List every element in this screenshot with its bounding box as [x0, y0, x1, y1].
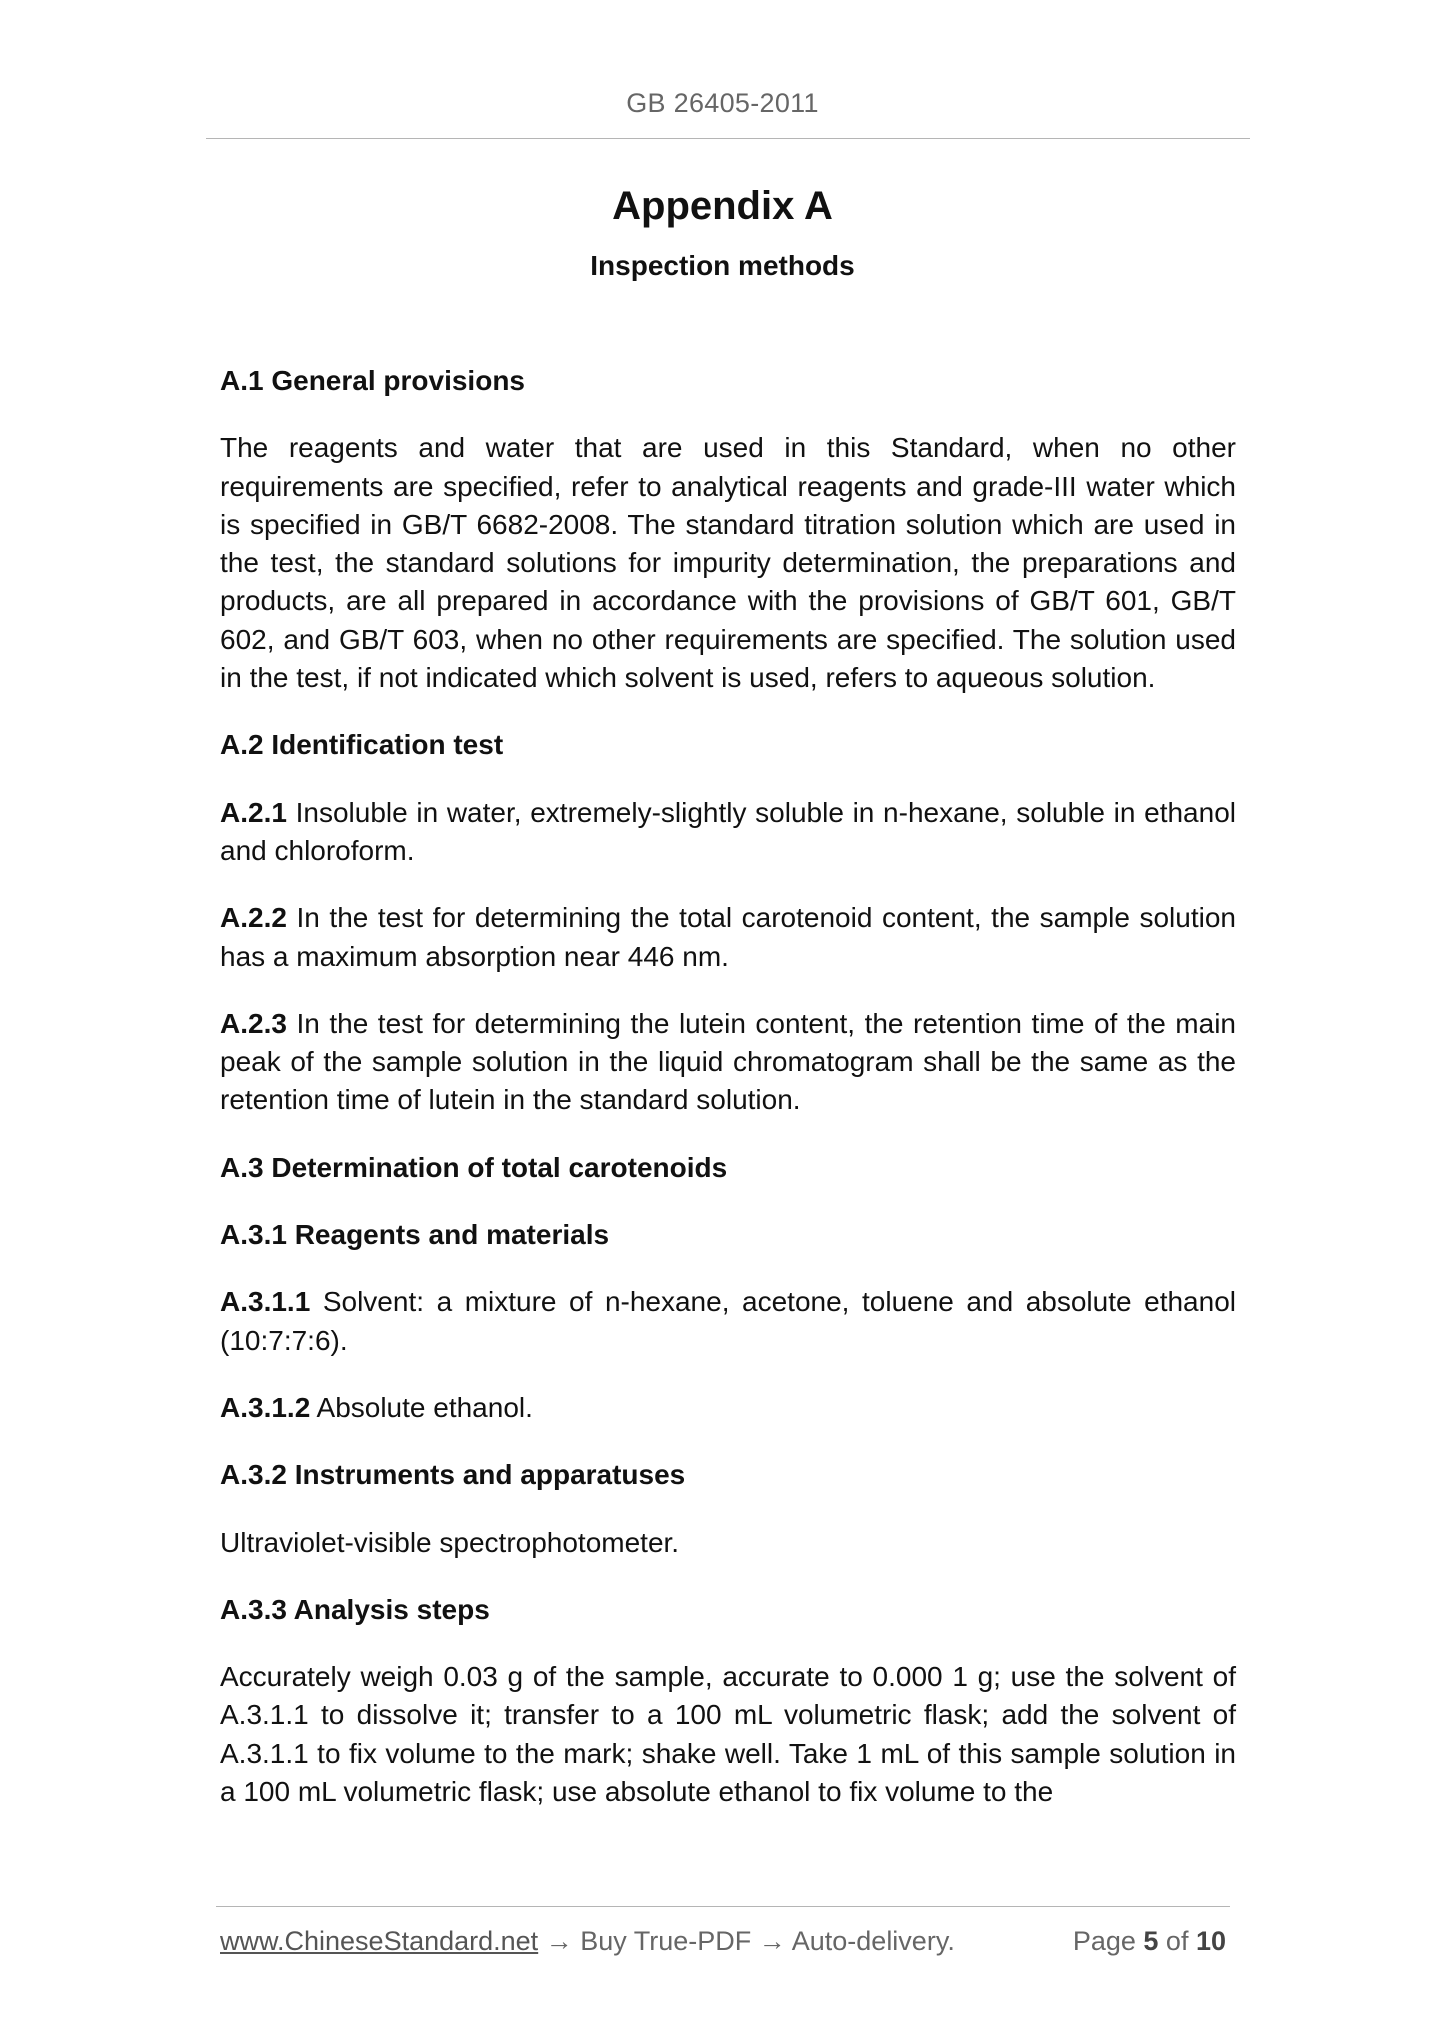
footer-divider — [216, 1906, 1230, 1907]
clause-text: Absolute ethanol. — [310, 1391, 533, 1423]
page-number: Page 5 of 10 — [1072, 1926, 1226, 1956]
page-footer — [220, 1926, 1230, 1964]
section-heading-a1: A.1 General provisions — [220, 365, 525, 396]
section-heading-a31: A.3.1 Reagents and materials — [220, 1219, 610, 1251]
clause-text: Solvent: a mixture of n-hexane, acetone, toluene and absolute ethanol (10:7:7:6). — [220, 1286, 1236, 1356]
clause-text: In the test for determining the total carotenoid content, the sample solution has a maximum absorption near 446 nm. — [220, 902, 1236, 972]
header-divider — [206, 138, 1250, 139]
clause-number: A.3.1.1 — [220, 1286, 311, 1318]
paragraph-a1: The reagents and water that are used in this Standard, when no other requirements are specified, refer to analytical reagents and grade-III water which is specified in GB/T 6682-2008. The standard titration solution which are used in the test, the standard solutions for impurity determination, the preparations and products, are all prepared in accordance with the provisions of GB/T 601, GB/T 602, and GB/T 603, when no other requirements are specified. The solution used in the test, if not indicated which solvent is used, refers to aqueous solution. — [220, 432, 1236, 694]
clause-number: A.2.1 — [220, 796, 287, 828]
clause-text: In the test for determining the lutein content, the retention time of the main peak of the sample solution in the liquid chromatogram shall be the same as the retention time of lutein in the standard solution. — [220, 1007, 1236, 1116]
clause-a312 — [220, 1389, 1236, 1427]
clause-a23 — [220, 1005, 1236, 1120]
document-code-header: GB 26405-2011 — [626, 88, 819, 118]
appendix-title: Appendix A — [612, 184, 833, 228]
appendix-subtitle: Inspection methods — [590, 250, 855, 281]
section-heading-a32: A.3.2 Instruments and apparatuses — [220, 1459, 686, 1491]
total-pages: 10 — [1195, 1926, 1226, 1956]
document-body — [220, 362, 1236, 1811]
section-heading-a2: A.2 Identification test — [220, 729, 504, 761]
promo-text: → Buy True-PDF → Auto-delivery. — [538, 1926, 955, 1956]
paragraph-a33: Accurately weigh 0.03 g of the sample, accurate to 0.000 1 g; use the solvent of A.3.1.1 to dissolve it; transfer to a 100 mL volumetric flask; add the solvent of A.3.1.1 to fix volume to the mark; shake well. Take 1 mL of this sample solution in a 100 mL volumetric flask; use absolute ethanol to fix volume to the — [220, 1661, 1236, 1808]
site-link[interactable]: www.ChineseStandard.net — [220, 1926, 539, 1956]
clause-number: A.3.1.2 — [220, 1391, 311, 1423]
paragraph-a32: Ultraviolet-visible spectrophotometer. — [220, 1526, 680, 1558]
clause-a21 — [220, 794, 1236, 871]
section-heading-a33: A.3.3 Analysis steps — [220, 1593, 490, 1625]
footer-promo — [220, 1926, 955, 1957]
clause-a311 — [220, 1283, 1236, 1360]
clause-a22 — [220, 899, 1236, 976]
clause-text: Insoluble in water, extremely-slightly soluble in n-hexane, soluble in ethanol and chloroform. — [220, 796, 1236, 866]
current-page: 5 — [1143, 1926, 1159, 1956]
clause-number: A.2.3 — [220, 1007, 287, 1039]
clause-number: A.2.2 — [220, 902, 287, 934]
section-heading-a3: A.3 Determination of total carotenoids — [220, 1151, 728, 1183]
